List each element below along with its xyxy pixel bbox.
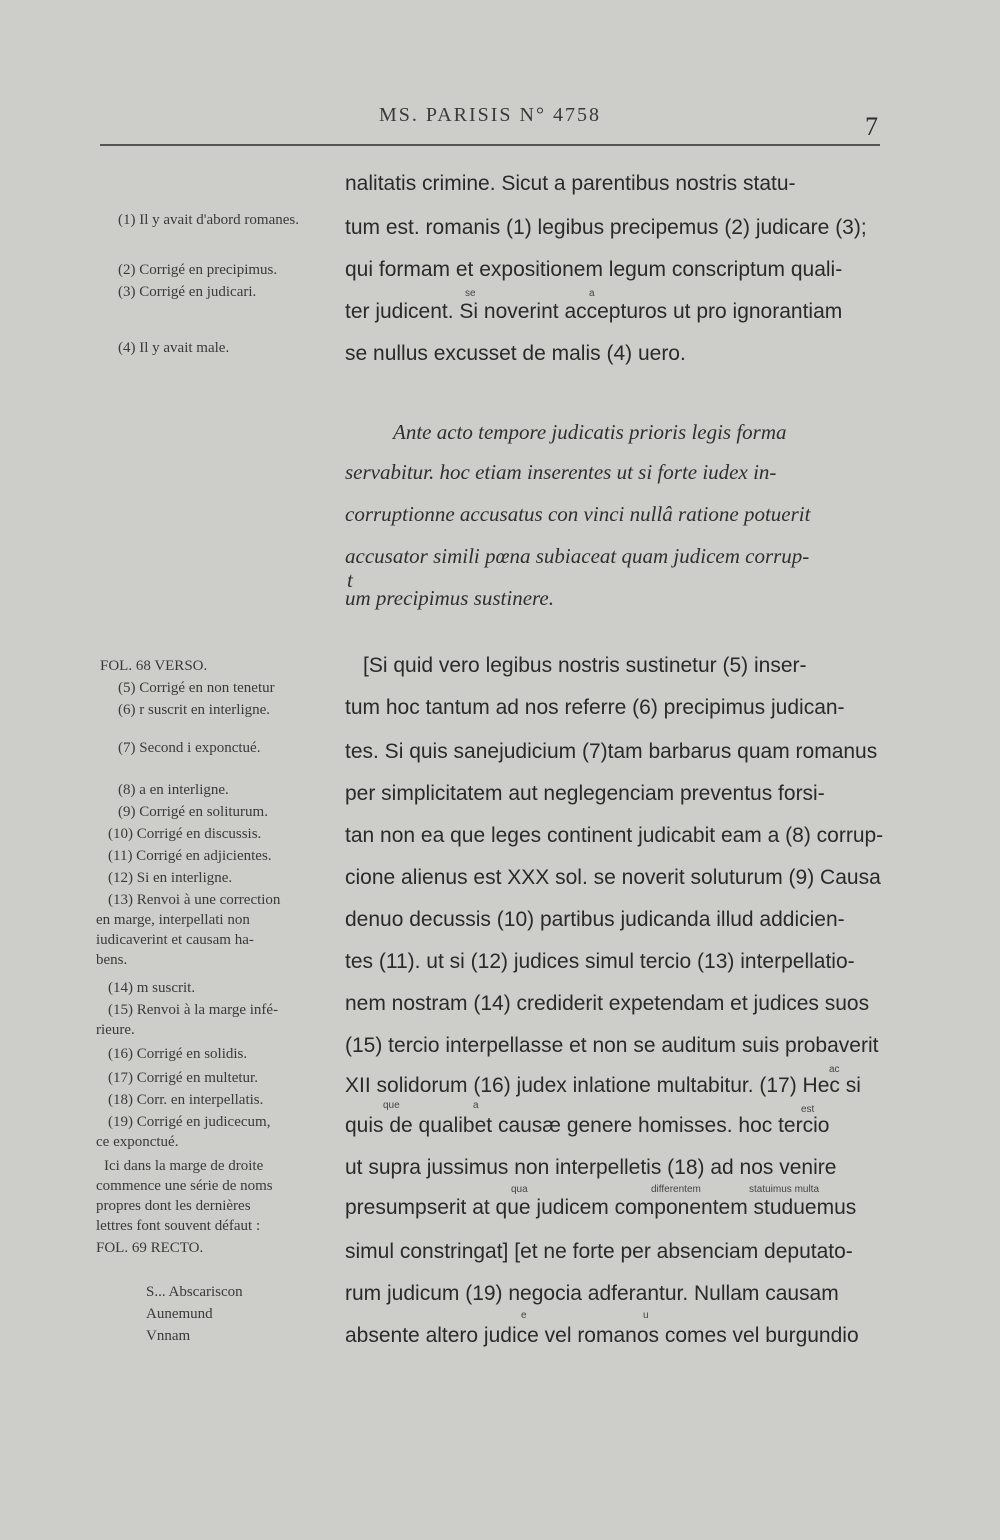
footnote: (14) m suscrit. [108,980,196,996]
editor-note: commence une série de noms [96,1178,273,1194]
interlinear-correction: qua [511,1184,528,1195]
footnote: (11) Corrigé en adjicientes. [108,848,272,864]
footnote: en marge, interpellati non [96,912,250,928]
text-line: XII solidorum (16) judex inlatione multabitur. (17) Hec si [345,1074,861,1097]
proper-name: S... Abscariscon [146,1284,243,1300]
interlinear-correction: statuimus multa [749,1184,820,1195]
proper-name: Vnnam [146,1328,191,1344]
rubric-line: Ante acto tempore judicatis prioris legis forma [393,420,787,444]
footnote: ce exponctué. [96,1134,179,1150]
footnote: rieure. [96,1022,135,1038]
text-line: tum hoc tantum ad nos referre (6) precipimus judican- [345,696,845,719]
text-line: denuo decussis (10) partibus judicanda illud addicien- [345,908,845,931]
footnote: (7) Second i exponctué. [118,740,261,756]
editor-note: lettres font souvent défaut : [96,1218,261,1234]
text-line: simul constringat] [et ne forte per absenciam deputato- [345,1240,853,1263]
footnote: (8) a en interligne. [118,782,229,798]
text-line: quis de qualibet causæ genere homisses. hoc tercio [345,1114,830,1137]
interlinear-correction: a [473,1100,479,1111]
interlinear-correction: differentem [651,1184,701,1195]
interlinear-correction: est [801,1104,815,1115]
rubric-line: accusator simili pœna subiaceat quam judicem corrup- [345,544,810,568]
folio-marker: FOL. 69 RECTO. [96,1240,204,1256]
text-line: se nullus excusset de malis (4) uero. [345,342,686,365]
interlinear-correction: ac [829,1064,840,1075]
footnote: (5) Corrigé en non tenetur [118,680,275,696]
rubric-line: um precipimus sustinere. [345,586,555,610]
footnote: (13) Renvoi à une correction [108,892,281,908]
text-line: ter judicent. Si noverint accepturos ut pro ignorantiam [345,300,843,323]
footnote: (19) Corrigé en judicecum, [108,1114,271,1130]
rubric-line: servabitur. hoc etiam inserentes ut si forte iudex in- [345,460,777,484]
rubric-line: t [347,568,353,592]
text-line: nem nostram (14) crediderit expetendam et judices suos [345,992,870,1015]
interlinear-correction: se [465,288,476,299]
footnote: iudicaverint et causam ha- [96,932,254,948]
footnote-3: (3) Corrigé en judicari. [118,284,257,300]
page-number: 7 [865,112,878,141]
running-title: MS. PARISIS N° 4758 [379,104,601,126]
text-line: absente altero judice vel romanos comes vel burgundio [345,1324,859,1347]
folio-marker: FOL. 68 VERSO. [100,658,208,674]
footnote-4: (4) Il y avait male. [118,340,230,356]
footnote: (10) Corrigé en discussis. [108,826,262,842]
footnote: (17) Corrigé en multetur. [108,1070,258,1086]
text-line: per simplicitatem aut neglegenciam preventus forsi- [345,782,825,805]
rubric-line: corruptionne accusatus con vinci nullâ ratione potuerit [345,502,811,526]
footnote: (18) Corr. en interpellatis. [108,1092,264,1108]
text-line: nalitatis crimine. Sicut a parentibus nostris statu- [345,172,796,195]
footnote: bens. [96,952,128,968]
text-line: rum judicum (19) negocia adferantur. Nullam causam [345,1282,839,1305]
text-line: tes (11). ut si (12) judices simul tercio (13) interpellatio- [345,950,855,973]
text-line: qui formam et expositionem legum conscriptum quali- [345,258,843,281]
footnote: (12) Si en interligne. [108,870,233,886]
interlinear-correction: que [383,1100,400,1111]
footnote: (15) Renvoi à la marge infé- [108,1002,279,1018]
footnote-2: (2) Corrigé en precipimus. [118,262,278,278]
page-header [100,100,880,146]
text-line: cione alienus est XXX sol. se noverit soluturum (9) Causa [345,866,881,889]
proper-name: Aunemund [146,1306,213,1322]
footnote-1: (1) Il y avait d'abord romanes. [118,212,299,228]
interlinear-correction: a [589,288,595,299]
text-line: [Si quid vero legibus nostris sustinetur (5) inser- [363,654,807,677]
text-line: ut supra jussimus non interpelletis (18) ad nos venire [345,1156,837,1179]
editor-note: Ici dans la marge de droite [104,1158,264,1174]
footnote: (6) r suscrit en interligne. [118,702,271,718]
text-line: tum est. romanis (1) legibus precipemus (2) judicare (3); [345,216,867,239]
text-line: (15) tercio interpellasse et non se auditum suis probaverit [345,1034,879,1057]
text-line: tes. Si quis sanejudicium (7)tam barbarus quam romanus [345,740,878,763]
text-line: tan non ea que leges continent judicabit eam a (8) corrup- [345,824,884,847]
editor-note: propres dont les dernières [96,1198,251,1214]
interlinear-correction: e [521,1310,527,1321]
footnote: (9) Corrigé en soliturum. [118,804,268,820]
footnote: (16) Corrigé en solidis. [108,1046,248,1062]
interlinear-correction: u [643,1310,649,1321]
text-line: presumpserit at que judicem componentem studuemus [345,1196,857,1219]
